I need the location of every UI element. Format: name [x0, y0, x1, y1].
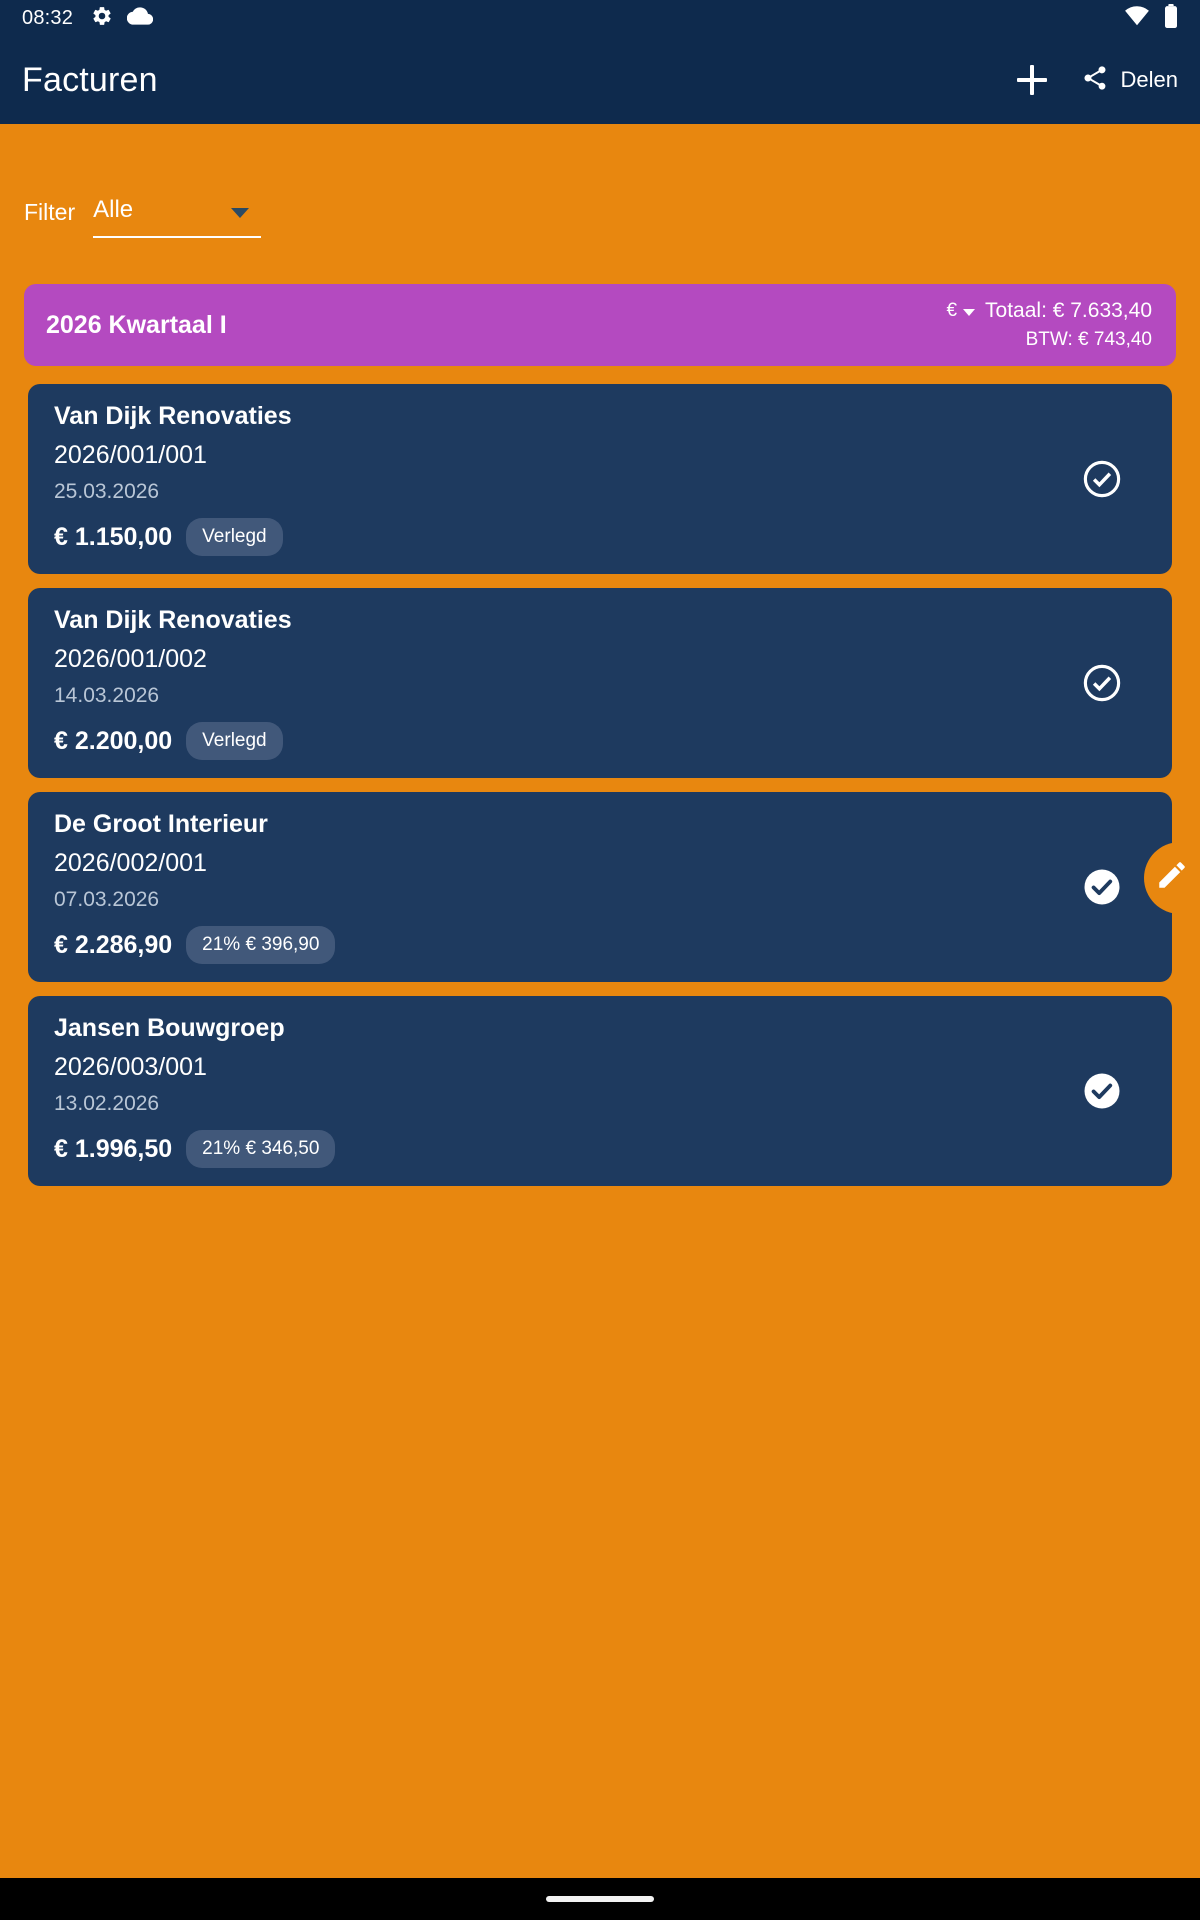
invoice-list — [0, 384, 1200, 1186]
app-bar — [0, 36, 1200, 124]
invoice-card[interactable] — [28, 996, 1172, 1186]
filter-label: Filter — [24, 199, 76, 225]
chevron-down-icon — [231, 208, 249, 218]
invoice-number: 2026/001/001 — [54, 441, 207, 469]
invoice-amount: € 2.200,00 — [54, 726, 173, 755]
invoice-info — [54, 1014, 1080, 1168]
share-label: Delen — [1120, 67, 1178, 92]
invoice-date: 07.03.2026 — [54, 888, 160, 911]
invoice-info — [54, 606, 1080, 760]
home-gesture-pill[interactable] — [546, 1896, 654, 1902]
currency-symbol: € — [946, 300, 958, 321]
filter-row — [0, 124, 1200, 238]
invoice-client: Van Dijk Renovaties — [54, 402, 292, 430]
check-circle-outline-icon — [1081, 662, 1123, 704]
page-title: Facturen — [22, 60, 158, 99]
status-bar-clock: 08:32 — [22, 6, 74, 29]
quarter-totals — [946, 299, 1152, 351]
quarter-summary-header[interactable] — [24, 284, 1176, 366]
invoice-amount: € 1.996,50 — [54, 1134, 173, 1163]
battery-icon — [1164, 4, 1178, 32]
invoice-date: 25.03.2026 — [54, 480, 160, 503]
invoice-vat-chip: 21% € 396,90 — [186, 926, 335, 964]
invoice-amount-row — [54, 926, 1080, 964]
currency-selector[interactable] — [946, 300, 975, 322]
invoice-vat-chip: 21% € 346,50 — [186, 1130, 335, 1168]
cloud-icon — [127, 6, 153, 30]
invoice-info — [54, 402, 1080, 556]
check-circle-filled-icon — [1081, 866, 1123, 908]
system-navigation-bar — [0, 1878, 1200, 1920]
invoice-status-toggle[interactable] — [1080, 865, 1124, 909]
invoice-card[interactable] — [28, 384, 1172, 574]
pencil-icon — [1155, 858, 1189, 899]
gear-icon — [91, 5, 113, 31]
invoice-vat-chip: Verlegd — [186, 518, 282, 556]
wifi-icon — [1124, 6, 1150, 30]
invoice-date: 13.02.2026 — [54, 1092, 160, 1115]
quarter-title: 2026 Kwartaal I — [46, 310, 227, 339]
invoice-date: 14.03.2026 — [54, 684, 160, 707]
invoice-amount: € 2.286,90 — [54, 930, 173, 959]
invoice-card[interactable] — [28, 792, 1172, 982]
quarter-vat-amount: BTW: € 743,40 — [1025, 329, 1152, 350]
invoice-number: 2026/001/002 — [54, 645, 207, 673]
invoice-amount: € 1.150,00 — [54, 522, 173, 551]
plus-icon — [1017, 65, 1047, 95]
main-content — [0, 124, 1200, 1878]
invoice-status-toggle[interactable] — [1080, 1069, 1124, 1113]
invoice-client: De Groot Interieur — [54, 810, 268, 838]
filter-dropdown[interactable] — [93, 196, 261, 238]
invoice-number: 2026/002/001 — [54, 849, 207, 877]
invoice-amount-row — [54, 1130, 1080, 1168]
check-circle-filled-icon — [1081, 1070, 1123, 1112]
share-icon — [1081, 64, 1109, 96]
invoice-amount-row — [54, 518, 1080, 556]
chevron-down-icon — [963, 309, 975, 316]
quarter-total-amount: Totaal: € 7.633,40 — [985, 299, 1152, 322]
invoice-info — [54, 810, 1080, 964]
invoice-card[interactable] — [28, 588, 1172, 778]
status-bar-notification-icons — [91, 5, 153, 31]
filter-value: Alle — [93, 196, 134, 223]
status-bar-system-icons — [1124, 4, 1178, 32]
invoice-number: 2026/003/001 — [54, 1053, 207, 1081]
invoice-status-toggle[interactable] — [1080, 661, 1124, 705]
add-invoice-button[interactable] — [1017, 65, 1047, 95]
quarter-total-line — [946, 299, 1152, 323]
check-circle-outline-icon — [1081, 458, 1123, 500]
invoice-amount-row — [54, 722, 1080, 760]
status-bar — [0, 0, 1200, 36]
share-button[interactable] — [1081, 64, 1178, 96]
invoice-client: Jansen Bouwgroep — [54, 1014, 285, 1042]
invoice-vat-chip: Verlegd — [186, 722, 282, 760]
invoice-status-toggle[interactable] — [1080, 457, 1124, 501]
invoice-client: Van Dijk Renovaties — [54, 606, 292, 634]
